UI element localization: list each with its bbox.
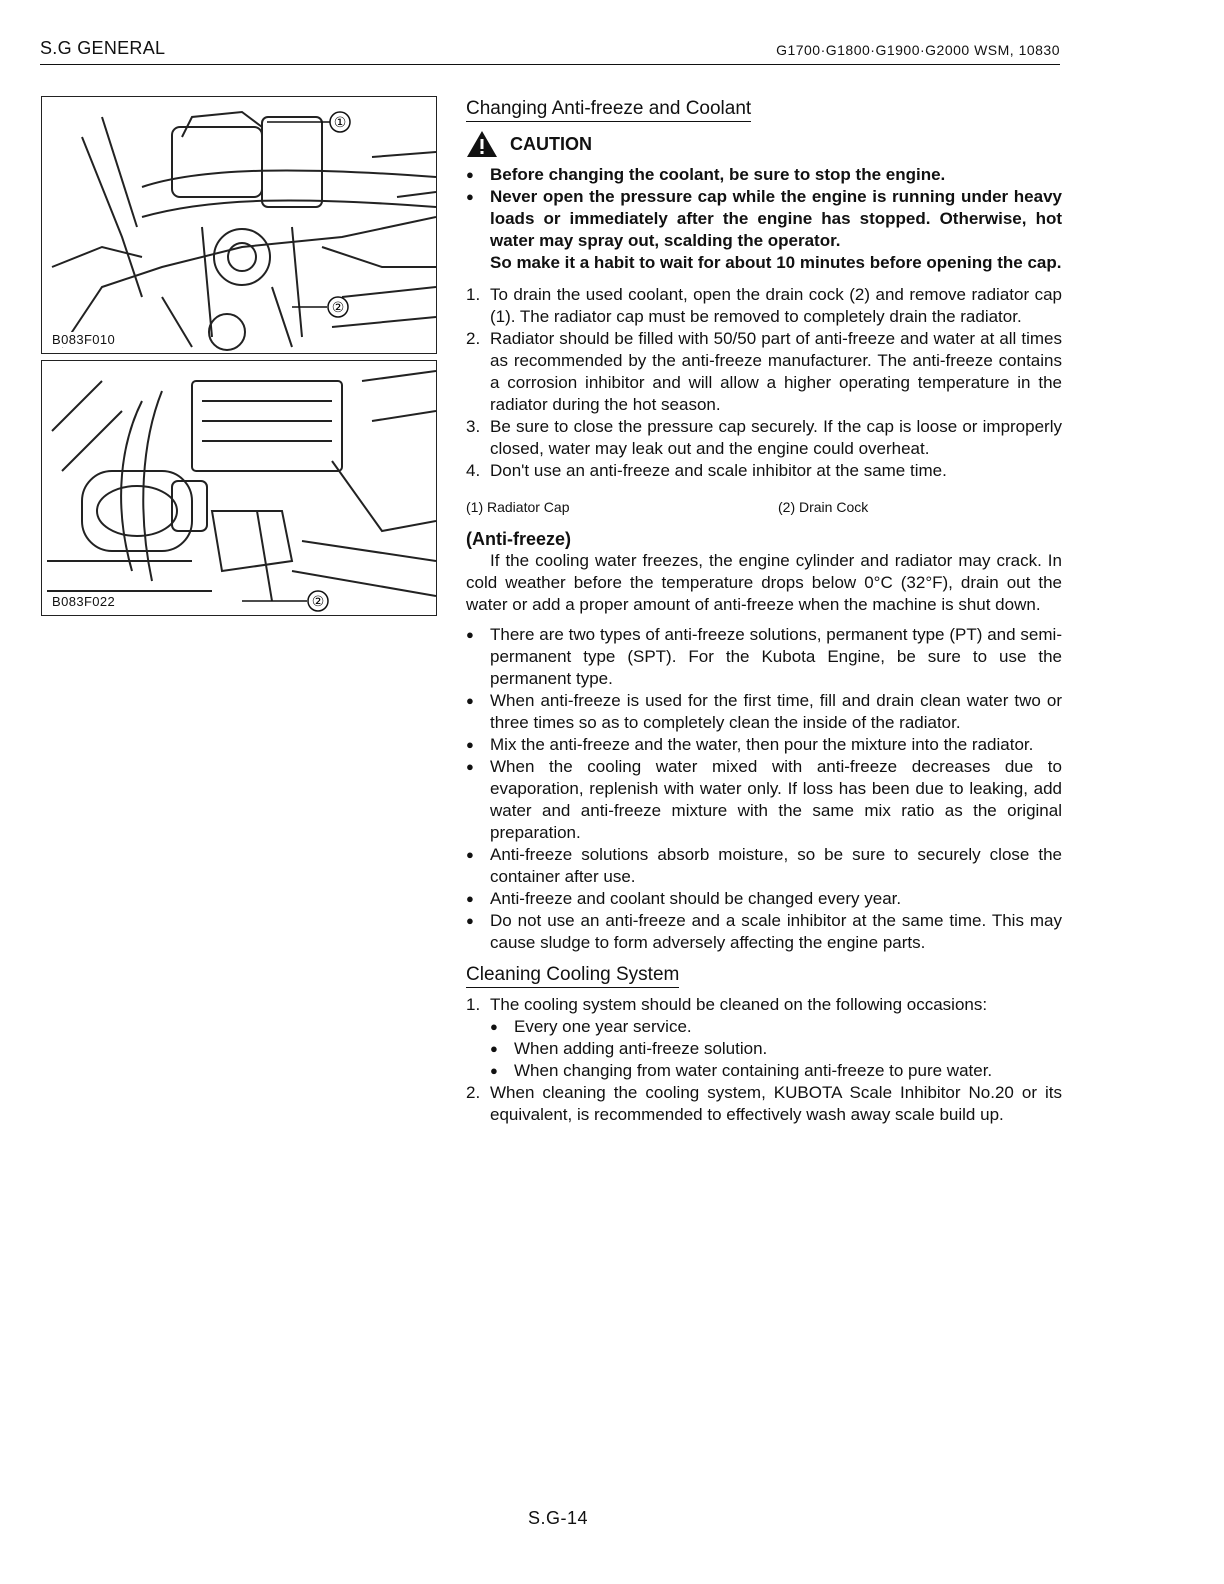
list-item: 3. Be sure to close the pressure cap securely. If the cap is loose or improperly closed, water may leak out and the engine could overheat.: [466, 417, 1062, 458]
list-item: ● Every one year service.: [490, 1016, 1062, 1038]
radiator-cap-illustration: [42, 97, 436, 353]
callout-2b: ②: [311, 594, 325, 610]
cleaning-steps: [466, 994, 1062, 1126]
list-item: ● When changing from water containing anti-freeze to pure water.: [490, 1060, 1062, 1082]
list-item: 1. To drain the used coolant, open the drain cock (2) and remove radiator cap (1). The radiator cap must be removed to completely drain the radiator.: [466, 285, 1062, 326]
list-item: ● When anti-freeze is used for the first time, fill and drain clean water two or three times so as to completely clean the inside of the radiator.: [466, 690, 1062, 734]
caution-banner: [466, 130, 1062, 158]
caution-followup: So make it a habit to wait for about 10 minutes before opening the cap.: [490, 253, 1062, 272]
antifreeze-intro: If the cooling water freezes, the engine cylinder and radiator may crack. In cold weather before the temperature drops below 0°C (32°F), drain out the water or add a proper amount of anti-freeze when the machine is shut down.: [466, 551, 1062, 614]
figure-legend: [466, 496, 1062, 518]
caution-list: [466, 164, 1062, 252]
list-item: ● Do not use an anti-freeze and a scale inhibitor at the same time. This may cause sludge to form adversely affecting the engine parts.: [466, 910, 1062, 954]
list-item: ● Mix the anti-freeze and the water, then pour the mixture into the radiator.: [466, 734, 1062, 756]
antifreeze-list: [466, 624, 1062, 954]
callout-2: ②: [331, 300, 345, 316]
coolant-steps: [466, 284, 1062, 482]
legend-drain-cock: (2) Drain Cock: [778, 499, 869, 515]
figure-code: B083F010: [52, 332, 116, 347]
occasions-list: [490, 1016, 1062, 1082]
header-rule: [40, 64, 1060, 65]
section-title-antifreeze-coolant: Changing Anti-freeze and Coolant: [466, 98, 751, 122]
list-item: ● Anti-freeze solutions absorb moisture, so be sure to securely close the container after use.: [466, 844, 1062, 888]
section-title-cleaning: Cleaning Cooling System: [466, 964, 679, 988]
list-item: 2. When cleaning the cooling system, KUBOTA Scale Inhibitor No.20 or its equivalent, is recommended to effectively wash away scale build up.: [466, 1083, 1062, 1124]
list-item: 1. The cooling system should be cleaned on the following occasions: ● Every one year service. ● When adding anti-freeze solution. ● When changing from water containing anti-freeze to pure water.: [466, 994, 1062, 1082]
figure-code: B083F022: [52, 594, 116, 609]
model-header: G1700·G1800·G1900·G2000 WSM, 10830: [776, 42, 1060, 58]
list-item: ● When adding anti-freeze solution.: [490, 1038, 1062, 1060]
main-column: [466, 98, 1062, 1126]
list-item: ● There are two types of anti-freeze solutions, permanent type (PT) and semi-permanent type (SPT). For the Kubota Engine, be sure to use the permanent type.: [466, 624, 1062, 690]
figure-radiator-cap: [41, 96, 437, 354]
legend-radiator-cap: (1) Radiator Cap: [466, 499, 570, 515]
list-item: 4. Don't use an anti-freeze and scale inhibitor at the same time.: [466, 461, 947, 480]
drain-cock-illustration: [42, 361, 436, 615]
list-item: ● Anti-freeze and coolant should be changed every year.: [466, 888, 1062, 910]
caution-item: ● Before changing the coolant, be sure to stop the engine.: [466, 164, 1062, 186]
antifreeze-heading: (Anti-freeze): [466, 529, 572, 549]
section-header: S.G GENERAL: [40, 38, 166, 58]
callout-1: ①: [333, 115, 347, 131]
figure-drain-cock: [41, 360, 437, 616]
page-number: S.G-14: [528, 1508, 589, 1528]
list-item: 2. Radiator should be filled with 50/50 part of anti-freeze and water at all times as recommended by the anti-freeze manufacturer. The anti-freeze contains a corrosion inhibitor and will allow a higher operating temperature in the radiator during the hot season.: [466, 329, 1062, 414]
caution-label: CAUTION: [510, 134, 592, 154]
caution-item: ● Never open the pressure cap while the engine is running under heavy loads or immediately after the engine has stopped. Otherwise, hot water may spray out, scalding the operator.: [466, 186, 1062, 252]
warning-triangle-icon: [466, 130, 498, 158]
list-item: ● When the cooling water mixed with anti-freeze decreases due to evaporation, replenish with water only. If loss has been due to leaking, add water and anti-freeze mixture with the same mix ratio as the original preparation.: [466, 756, 1062, 844]
